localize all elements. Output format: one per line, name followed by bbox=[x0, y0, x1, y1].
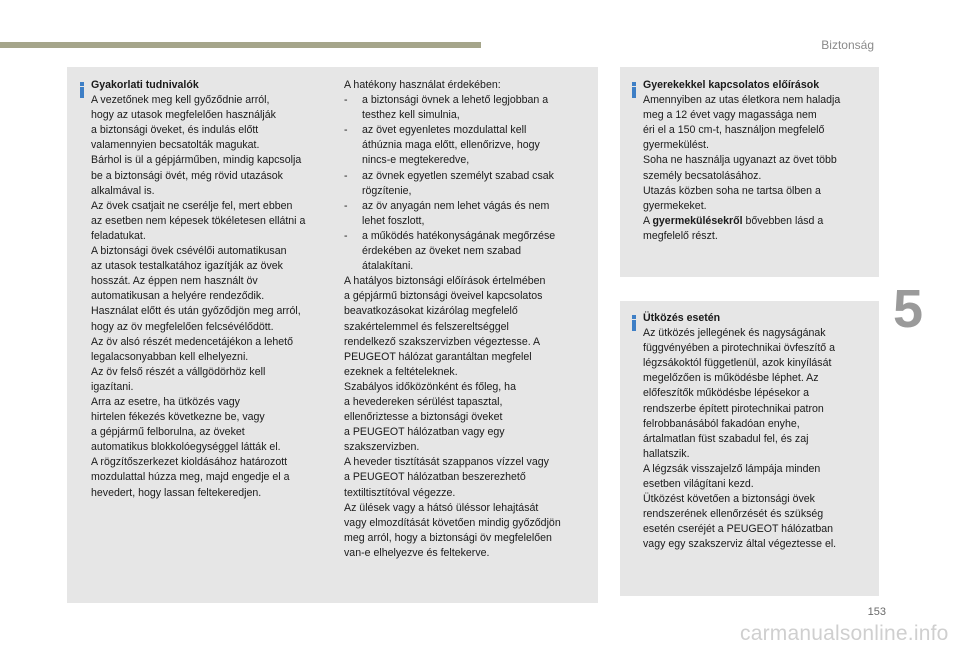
bullet-text: az öv anyagán nem lehet vágás és nem bbox=[362, 199, 550, 212]
children-text-line: Soha ne használja ugyanazt az övet több bbox=[643, 154, 837, 167]
crash-text-line: vagy egy szakszerviz által végeztesse el. bbox=[643, 538, 837, 551]
crash-text-line: felrobbanásából fakadóan enyhe, bbox=[643, 417, 800, 430]
children-notes bbox=[643, 78, 840, 244]
children-text-line: meg a 12 évet vagy magassága nem bbox=[643, 109, 817, 122]
practical-text-line: hirtelen fékezés következne be, vagy bbox=[91, 411, 265, 424]
effective-use-text-line: beavatkozásokat kizárólag megfelelő bbox=[344, 305, 518, 318]
bullet-text: átalakítani. bbox=[362, 260, 414, 273]
effective-use-text-line: vagy elmozdítását követően mindig győződjön bbox=[344, 516, 561, 529]
practical-text-line: mozdulattal húzza meg, majd engedje el a bbox=[91, 471, 290, 484]
info-icon bbox=[631, 315, 637, 331]
crash-text-line: rendszerbe épített pirotechnikai patron bbox=[643, 402, 824, 415]
crash-text-line: légzsákoktól függetlenül, azok kinyílását bbox=[643, 357, 832, 370]
crash-text-line: függvényében a pirotechnikai övfeszítő a bbox=[643, 342, 835, 355]
practical-text-line: be a biztonsági övét, még rövid utazások bbox=[91, 169, 283, 182]
practical-text-line: a biztonsági öveket, és indulás előtt bbox=[91, 124, 259, 137]
bullet-dash: - bbox=[344, 124, 348, 137]
practical-text-line: az esetben nem képesek tökéletesen ellátni a bbox=[91, 214, 306, 227]
effective-use-bullet-line bbox=[344, 229, 561, 244]
bullet-text: érdekében az öveket nem szabad bbox=[362, 245, 522, 258]
children-text-line: éri el a 150 cm-t, használjon megfelelő bbox=[643, 124, 825, 137]
children-text-line: Utazás közben soha ne tartsa ölben a bbox=[643, 184, 821, 197]
effective-use-bullet-line bbox=[344, 184, 561, 199]
effective-use-bullet-line bbox=[344, 244, 561, 259]
effective-use-bullet-line bbox=[344, 199, 561, 214]
effective-use-text-line: a hevedereken sérülést tapasztal, bbox=[344, 395, 503, 408]
bullet-text: az övnek egyetlen személyt szabad csak bbox=[362, 169, 554, 182]
effective-use-text-line: A heveder tisztítását szappanos vízzel vagy bbox=[344, 456, 549, 469]
effective-use-text-line: van-e elhelyezve és feltekerve. bbox=[344, 546, 490, 559]
bullet-text: lehet foszlott, bbox=[362, 214, 425, 227]
effective-use-text-line: a gépjármű biztonsági öveivel kapcsolatos bbox=[344, 290, 543, 303]
practical-text-line: a gépjármű felborulna, az öveket bbox=[91, 426, 245, 439]
effective-use-intro: A hatékony használat érdekében: bbox=[344, 79, 501, 91]
child-seats-link: gyermekülésekről bbox=[652, 214, 743, 227]
practical-text-line: automatikusan a helyére rendeződik. bbox=[91, 290, 265, 303]
effective-use-text-line: a PEUGEOT hálózatban vagy egy bbox=[344, 426, 505, 439]
practical-text-line: feladatukat. bbox=[91, 229, 146, 242]
practical-text-line: A vezetőnek meg kell győződnie arról, bbox=[91, 94, 270, 107]
effective-use-bullet-line bbox=[344, 123, 561, 138]
effective-use-text-line: rendelkező szakszervizben végeztesse. A bbox=[344, 335, 541, 348]
practical-text-line: A biztonsági övek csévélői automatikusan bbox=[91, 245, 287, 258]
practical-text-line: Az öv alsó részét medencetájékon a lehető bbox=[91, 335, 293, 348]
effective-use-bullet-line bbox=[344, 138, 561, 153]
effective-use-text-line: meg arról, hogy a biztonsági öv megfelelően bbox=[344, 531, 552, 544]
children-reference-end: megfelelő részt. bbox=[643, 229, 718, 242]
crash-text-line: esetén cseréjét a PEUGEOT hálózatban bbox=[643, 523, 834, 536]
practical-text-line: automatikus blokkolóegységgel látták el. bbox=[91, 441, 281, 454]
bullet-dash: - bbox=[344, 169, 348, 182]
children-text-line: Amennyiben az utas életkora nem haladja bbox=[643, 94, 841, 107]
children-text-line: gyermekülést. bbox=[643, 139, 709, 152]
bullet-text: a biztonsági övnek a lehető legjobban a bbox=[362, 94, 549, 107]
page-number: 153 bbox=[867, 606, 886, 618]
practical-text-line: igazítani. bbox=[91, 380, 134, 393]
section-title: Biztonság bbox=[821, 38, 874, 52]
bullet-text: rögzítenie, bbox=[362, 184, 412, 197]
practical-text-line: alkalmával is. bbox=[91, 184, 155, 197]
bullet-text: nincs-e megtekeredve, bbox=[362, 154, 470, 167]
effective-use-bullet-line bbox=[344, 169, 561, 184]
crash-text-line: ártalmatlan füst szabadul fel, és zaj bbox=[643, 432, 809, 445]
effective-use-bullet-line bbox=[344, 259, 561, 274]
practical-text-line: A rögzítőszerkezet kioldásához határozott bbox=[91, 456, 288, 469]
effective-use-text-line: ellenőriztesse a biztonsági öveket bbox=[344, 411, 503, 424]
children-title: Gyerekekkel kapcsolatos előírások bbox=[643, 79, 820, 91]
crash-text-line: Ütközést követően a biztonsági övek bbox=[643, 493, 815, 506]
practical-text-line: hevedert, hogy lassan feltekeredjen. bbox=[91, 486, 262, 499]
practical-text-line: Az öv felső részét a vállgödörhöz kell bbox=[91, 365, 266, 378]
practical-text-line: Használat előtt és után győződjön meg arról, bbox=[91, 305, 301, 318]
info-icon bbox=[79, 82, 85, 98]
practical-text-line: hogy az öv megfelelően felcsévélődött. bbox=[91, 320, 274, 333]
practical-text-line: Bárhol is ül a gépjárműben, mindig kapcsolja bbox=[91, 154, 302, 167]
crash-text-line: esetben világítani kezd. bbox=[643, 478, 754, 491]
info-icon bbox=[631, 82, 637, 98]
effective-use-text-line: A hatályos biztonsági előírások értelmében bbox=[344, 275, 546, 288]
crash-notes bbox=[643, 311, 836, 553]
effective-use-bullet-line bbox=[344, 93, 561, 108]
effective-use-text-line: PEUGEOT hálózat garantáltan megfelel bbox=[344, 350, 532, 363]
children-text-line: személy becsatolásához. bbox=[643, 169, 762, 182]
practical-text-line: valamennyien becsatolták magukat. bbox=[91, 139, 260, 152]
practical-text-line: hogy az utasok megfelelően használják bbox=[91, 109, 276, 122]
practical-notes bbox=[91, 78, 305, 501]
practical-text-line: legalacsonyabban kell elhelyezni. bbox=[91, 350, 249, 363]
children-text-line: gyermekeket. bbox=[643, 199, 707, 212]
bullet-text: az övet egyenletes mozdulattal kell bbox=[362, 124, 527, 137]
bullet-dash: - bbox=[344, 199, 348, 212]
practical-text-line: Az övek csatjait ne cserélje fel, mert ebben bbox=[91, 199, 293, 212]
watermark: carmanualsonline.info bbox=[740, 622, 949, 645]
bullet-text: áthúznia maga előtt, ellenőrizve, hogy bbox=[362, 139, 540, 152]
practical-text-line: hosszát. Az éppen nem használt öv bbox=[91, 275, 258, 288]
effective-use-text-line: szakértelemmel és felszereltséggel bbox=[344, 320, 509, 333]
crash-text-line: előfeszítők működésbe lépésekor a bbox=[643, 387, 810, 400]
crash-text-line: megelőzően is működésbe léphet. Az bbox=[643, 372, 819, 385]
bullet-dash: - bbox=[344, 94, 348, 107]
effective-use-text-line: szakszervizben. bbox=[344, 441, 420, 454]
effective-use-notes bbox=[344, 78, 561, 561]
chapter-number: 5 bbox=[893, 279, 924, 339]
effective-use-bullet-line bbox=[344, 153, 561, 168]
crash-text-line: A légzsák visszajelző lámpája minden bbox=[643, 462, 821, 475]
effective-use-bullet-line bbox=[344, 214, 561, 229]
crash-text-line: hallatszik. bbox=[643, 447, 690, 460]
bullet-text: testhez kell simulnia, bbox=[362, 109, 460, 122]
practical-title: Gyakorlati tudnivalók bbox=[91, 79, 199, 91]
crash-text-line: Az ütközés jellegének és nagyságának bbox=[643, 327, 826, 340]
effective-use-text-line: Szabályos időközönként és főleg, ha bbox=[344, 380, 516, 393]
crash-title: Ütközés esetén bbox=[643, 312, 721, 324]
effective-use-text-line: a PEUGEOT hálózatban beszerezhető bbox=[344, 471, 526, 484]
effective-use-text-line: Az ülések vagy a hátsó üléssor lehajtását bbox=[344, 501, 539, 514]
effective-use-bullet-line bbox=[344, 108, 561, 123]
effective-use-text-line: ezeknek a feltételeknek. bbox=[344, 365, 458, 378]
effective-use-text-line: textiltisztítóval végezze. bbox=[344, 486, 456, 499]
bullet-dash: - bbox=[344, 229, 348, 242]
crash-text-line: rendszerének ellenőrzését és szükség bbox=[643, 508, 824, 521]
practical-text-line: az utasok testalkatához igazítják az övek bbox=[91, 260, 283, 273]
bullet-text: a működés hatékonyságának megőrzése bbox=[362, 229, 556, 242]
practical-text-line: Arra az esetre, ha ütközés vagy bbox=[91, 395, 240, 408]
children-reference: A gyermekülésekről bővebben lásd a bbox=[643, 214, 824, 227]
header-accent-bar bbox=[0, 42, 481, 48]
